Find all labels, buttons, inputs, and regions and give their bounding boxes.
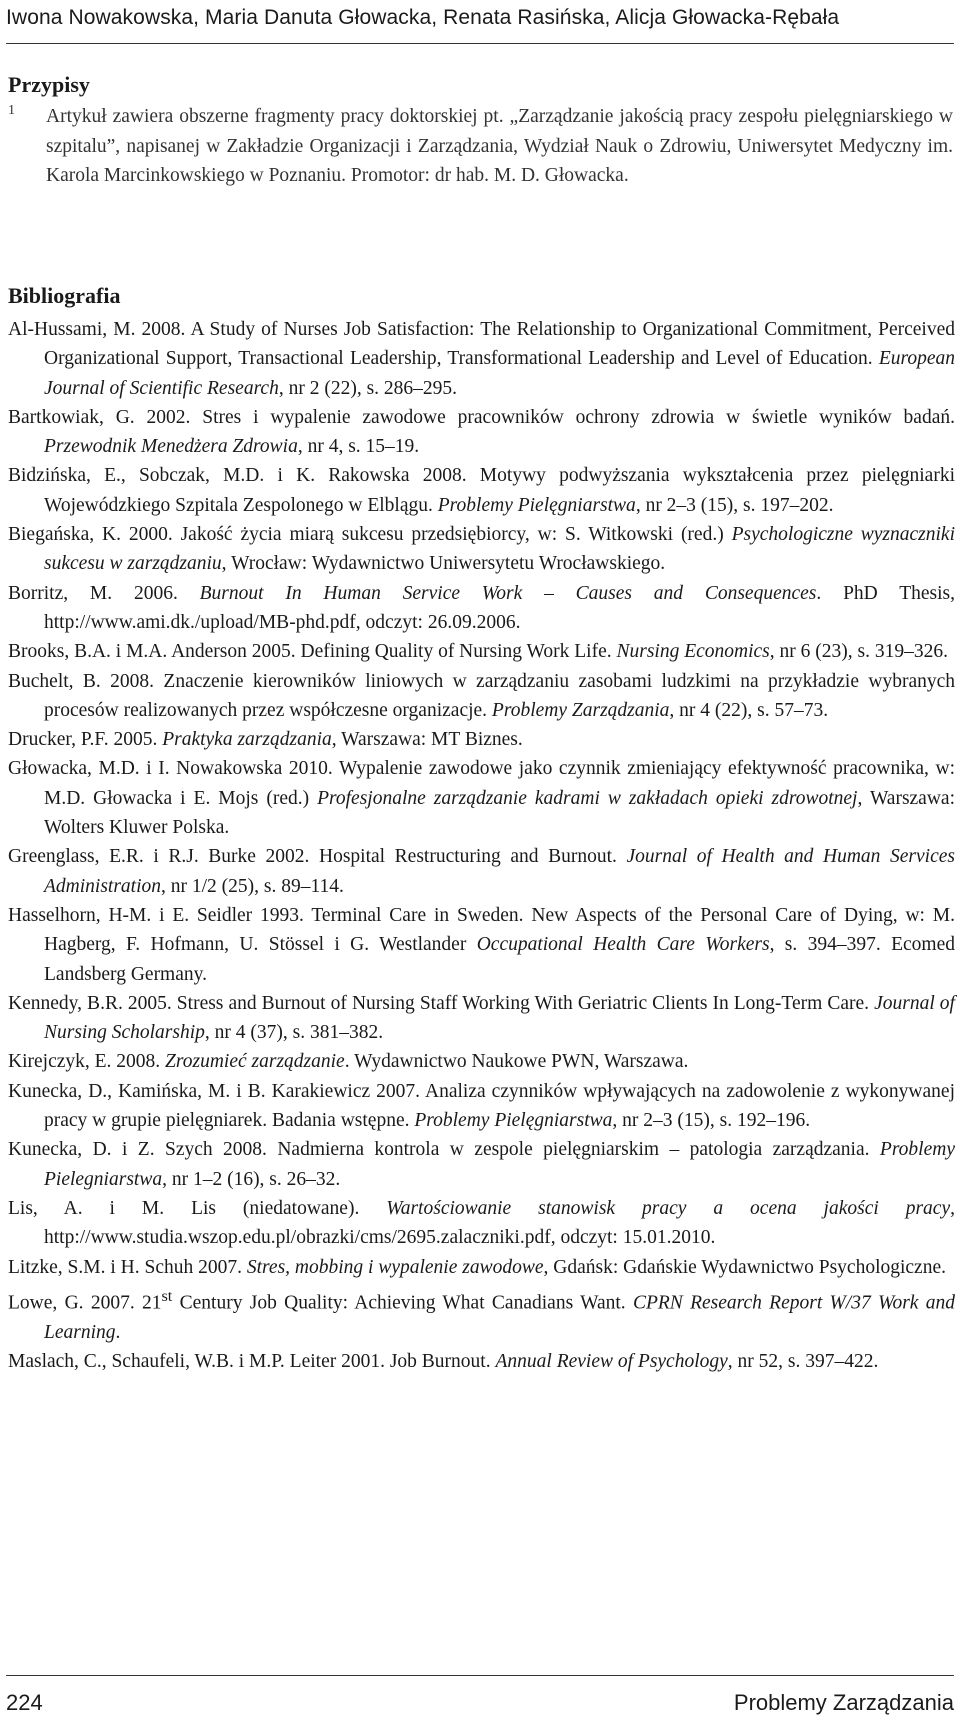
entry-details: .	[115, 1321, 121, 1343]
entry-text: Maslach, C., Schaufeli, W.B. i M.P. Leiter 2001. Job Burnout.	[8, 1350, 496, 1372]
entry-text: Kunecka, D., Kamińska, M. i B. Karakiewicz 2007. Analiza czynników wpływających na zadowolenie z wykonywanej pracy w grupie pielęgniarek. Badania wstępne.	[8, 1080, 955, 1132]
entry-text: Biegańska, K. 2000. Jakość życia miarą sukcesu przedsiębiorcy, w: S. Witkowski (red.)	[8, 524, 732, 546]
entry-source-title: Zrozumieć zarządzanie	[165, 1051, 345, 1073]
journal-title: Problemy Zarządzania	[733, 1690, 954, 1715]
bibliography-list	[8, 315, 955, 1376]
entry-text: Drucker, P.F. 2005.	[8, 729, 163, 751]
bibliography-section	[8, 283, 955, 1376]
bibliography-entry	[8, 1047, 955, 1076]
entry-text: Century Job Quality: Achieving What Canadians Want.	[172, 1292, 633, 1314]
entry-superscript: st	[161, 1286, 173, 1305]
entry-details: . Wydawnictwo Naukowe PWN, Warszawa.	[344, 1051, 689, 1073]
entry-text: Bartkowiak, G. 2002. Stres i wypalenie zawodowe pracowników ochrony zdrowia w świetle wyników badań.	[8, 406, 955, 428]
entry-text: Hasselhorn, H-M. i E. Seidler 1993. Terminal Care in Sweden. New Aspects of the Personal Care of Dying, w: M. Hagberg, F. Hofmann, U. Stössel i G. Westlander	[8, 904, 955, 956]
footnotes-heading: Przypisy	[8, 72, 90, 97]
bibliography-entry	[8, 1077, 955, 1136]
bibliography-entry	[8, 1347, 955, 1376]
bibliography-entry	[8, 579, 955, 638]
entry-source-title: Profesjonalne zarządzanie kadrami w zakładach opieki zdrowotnej	[317, 787, 858, 809]
bibliography-entry	[8, 754, 955, 842]
entry-details: , nr 6 (23), s. 319–326.	[769, 641, 948, 663]
entry-details: , Warszawa: MT Biznes.	[331, 729, 523, 751]
entry-text: Głowacka, M.D. i I. Nowakowska 2010. Wypalenie zawodowe jako czynnik zmieniający efektywność pracownika, w: M.D. Głowacka i E. Mojs (red.)	[8, 758, 955, 809]
entry-source-title: Annual Review of Psychology	[495, 1350, 728, 1372]
entry-text: Kunecka, D. i Z. Szych 2008. Nadmierna kontrola w zespole pielęgniarskim – patologia zarządzania.	[8, 1139, 880, 1161]
entry-text: Lis, A. i M. Lis (niedatowane).	[8, 1197, 387, 1219]
entry-source-title: Problemy Zarządzania	[491, 699, 670, 721]
entry-details: , nr 4 (37), s. 381–382.	[204, 1022, 384, 1044]
entry-details: , s. 394–397. Ecomed Landsberg Germany.	[44, 934, 955, 985]
entry-text: Kennedy, B.R. 2005. Stress and Burnout of Nursing Staff Working With Geriatric Clients In Long-Term Care.	[8, 992, 875, 1014]
footnote-text: Artykuł zawiera obszerne fragmenty pracy doktorskiej pt. „Zarządzanie jakością pracy zespołu pielęgniarskiego w szpitalu”, napisanej w Zakładzie Organizacji i Zarządzania, Wydział Nauk o Zdrowiu, Uniwersytet Medyczny im. Karola Marcinkowskiego w Poznaniu. Promotor: dr hab. M. D. Głowacka.	[46, 106, 953, 186]
page-number: 224	[6, 1690, 43, 1715]
bibliography-entry	[8, 461, 955, 520]
entry-source-title: Burnout In Human Service Work – Causes and Consequences	[199, 582, 817, 604]
entry-source-title: Journal of Nursing Scholarship	[44, 992, 955, 1044]
entry-text: Litzke, S.M. i H. Schuh 2007.	[8, 1256, 247, 1278]
entry-source-title: Praktyka zarządzania	[162, 729, 332, 751]
footnote-item	[8, 102, 953, 191]
entry-source-title: Problemy Pielęgniarstwa	[437, 494, 636, 516]
bibliography-entry	[8, 520, 955, 579]
bibliography-entry	[8, 1253, 955, 1282]
footnote-marker: 1	[8, 103, 15, 118]
bibliography-entry	[8, 1194, 955, 1253]
entry-source-title: European Journal of Scientific Research	[44, 348, 955, 399]
entry-text: Bidzińska, E., Sobczak, M.D. i K. Rakowska 2008. Motywy podwyższania wykształcenia przez pielęgniarki Wojewódzkiego Szpitala Zespolonego w Elblągu.	[8, 465, 955, 516]
running-head-authors: Iwona Nowakowska, Maria Danuta Głowacka, Renata Rasińska, Alicja Głowacka-Rębała	[6, 6, 840, 29]
entry-source-title: Problemy Pielęgniarstwa	[414, 1110, 613, 1132]
bibliography-entry	[8, 1135, 955, 1194]
header-rule	[6, 43, 954, 44]
footer-rule	[6, 1675, 954, 1676]
entry-details: , nr 1–2 (16), s. 26–32.	[162, 1168, 341, 1190]
entry-source-title: Journal of Health and Human Services Administration	[44, 846, 955, 897]
entry-text: Brooks, B.A. i M.A. Anderson 2005. Defining Quality of Nursing Work Life.	[8, 641, 617, 663]
entry-details: , Gdańsk: Gdańskie Wydawnictwo Psychologiczne.	[543, 1256, 946, 1278]
entry-source-title: Psychologiczne wyznaczniki sukcesu w zarządzaniu	[44, 524, 956, 575]
entry-source-title: Problemy Pielegniarstwa	[44, 1139, 955, 1190]
bibliography-entry	[8, 989, 955, 1048]
entry-source-title: Occupational Health Care Workers	[476, 934, 770, 956]
bibliography-entry	[8, 315, 955, 403]
entry-source-title: Przewodnik Menedżera Zdrowia	[44, 436, 298, 458]
entry-details: , nr 2–3 (15), s. 192–196.	[612, 1110, 811, 1132]
bibliography-entry	[8, 901, 955, 989]
entry-text: Lowe, G. 2007. 21	[8, 1292, 162, 1314]
footnotes-section	[8, 72, 953, 191]
entry-text: Borritz, M. 2006.	[8, 582, 200, 604]
entry-source-title: Stres, mobbing i wypalenie zawodowe	[246, 1256, 544, 1278]
bibliography-entry	[8, 842, 955, 901]
entry-text: Buchelt, B. 2008. Znaczenie kierowników liniowych w zarządzaniu zasobami ludzkimi na przykładzie wybranych procesów realizowanych przez współczesne organizacje.	[8, 670, 955, 721]
entry-source-title: Nursing Economics	[616, 641, 770, 663]
bibliography-entry	[8, 667, 955, 726]
bibliography-entry	[8, 403, 955, 462]
entry-text: Kirejczyk, E. 2008.	[8, 1051, 166, 1073]
entry-details: , nr 4 (22), s. 57–73.	[669, 699, 829, 721]
entry-source-title: CPRN Research Report W/37 Work and Learning	[44, 1292, 955, 1343]
bibliography-heading: Bibliografia	[8, 283, 121, 308]
bibliography-entry	[8, 725, 955, 754]
bibliography-entry	[8, 1282, 955, 1347]
bibliography-entry	[8, 637, 955, 666]
entry-details: , nr 52, s. 397–422.	[727, 1350, 879, 1372]
entry-details: , nr 2 (22), s. 286–295.	[278, 377, 458, 399]
entry-details: , Warszawa: Wolters Kluwer Polska.	[44, 787, 955, 839]
entry-details: , nr 2–3 (15), s. 197–202.	[635, 494, 834, 516]
entry-details: . PhD Thesis, http://www.ami.dk./upload/MB-phd.pdf, odczyt: 26.09.2006.	[44, 582, 955, 633]
entry-text: Al-Hussami, M. 2008. A Study of Nurses Job Satisfaction: The Relationship to Organizational Commitment, Perceived Organizational Support, Transactional Leadership, Transformational Leadership and Level of Education.	[8, 319, 955, 370]
entry-details: , Wrocław: Wydawnictwo Uniwersytetu Wrocławskiego.	[221, 553, 666, 575]
entry-details: , http://www.studia.wszop.edu.pl/obrazki/cms/2695.zalaczniki.pdf, odczyt: 15.01.2010.	[44, 1197, 955, 1249]
entry-details: , nr 4, s. 15–19.	[297, 436, 420, 458]
entry-source-title: Wartościowanie stanowisk pracy a ocena jakości pracy	[386, 1197, 951, 1219]
entry-text: Greenglass, E.R. i R.J. Burke 2002. Hospital Restructuring and Burnout.	[8, 846, 627, 868]
entry-details: , nr 1/2 (25), s. 89–114.	[161, 875, 344, 897]
